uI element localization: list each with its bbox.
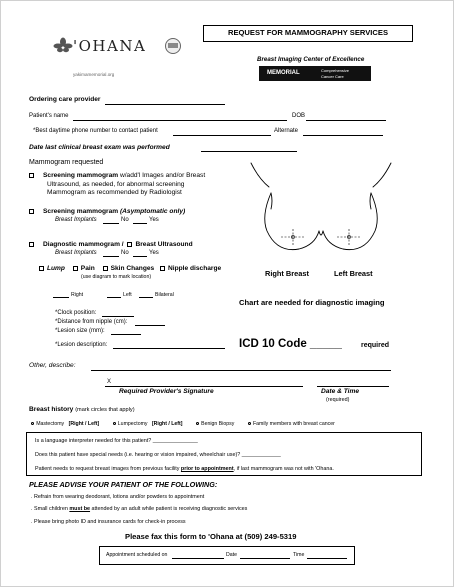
breast-diagram[interactable] bbox=[241, 161, 401, 269]
flower-logo-icon bbox=[53, 37, 73, 53]
request-bold: prior to appointment bbox=[180, 466, 234, 472]
right-blank[interactable] bbox=[53, 297, 69, 298]
patient-needs-box bbox=[26, 432, 422, 476]
fax-instruction: Please fax this form to 'Ohana at (509) 249-5319 bbox=[125, 532, 297, 541]
pain-checkbox[interactable] bbox=[73, 266, 78, 271]
prior-images-note bbox=[35, 466, 334, 472]
screening-addl-line3: Mammogram as recommended by Radiologist bbox=[47, 189, 182, 196]
screening-option[interactable] bbox=[29, 208, 185, 215]
lumpectomy-side: [Right / Left] bbox=[151, 421, 183, 427]
advise-title: PLEASE ADVISE YOUR PATIENT OF THE FOLLOWING: bbox=[29, 480, 218, 489]
last-exam-field[interactable] bbox=[201, 151, 297, 152]
mastectomy-side: [Right / Left] bbox=[68, 421, 100, 427]
request-pre: Patient needs to request breast images from previous facility bbox=[35, 466, 181, 472]
history-note: (mark circles that apply) bbox=[75, 407, 135, 413]
mammo-section-title: Mammogram requested bbox=[29, 159, 104, 166]
bilateral-label: Bilateral bbox=[155, 292, 174, 298]
memorial-sub2: Cancer Care bbox=[321, 74, 344, 79]
skin-label: Skin Changes bbox=[110, 265, 155, 272]
lumpectomy-circle[interactable] bbox=[113, 422, 116, 425]
other-field[interactable] bbox=[91, 370, 391, 371]
family-circle[interactable] bbox=[248, 422, 251, 425]
history-heading bbox=[29, 406, 135, 413]
left-blank[interactable] bbox=[107, 297, 121, 298]
appointment-date-field[interactable] bbox=[240, 558, 290, 559]
implants1-yes-blank[interactable] bbox=[133, 223, 147, 224]
left-breast-label: Left Breast bbox=[334, 269, 373, 278]
bilateral-blank[interactable] bbox=[139, 297, 153, 298]
right-breast-label: Right Breast bbox=[265, 269, 309, 278]
special-needs-question[interactable]: Does this patient have special needs (i.e. hearing or vision impaired, wheelchair use)? _____________ bbox=[35, 452, 281, 458]
interpreter-question[interactable]: Is a language interpreter needed for this patient? _______________ bbox=[35, 438, 198, 444]
symptoms-row bbox=[39, 265, 221, 272]
diagnostic-option[interactable] bbox=[29, 241, 193, 248]
lesion-size-field[interactable] bbox=[111, 334, 141, 335]
lesion-desc-field[interactable] bbox=[113, 348, 225, 349]
nipple-label: Nipple discharge bbox=[168, 265, 222, 272]
diagnostic-label: Diagnostic mammogram / bbox=[43, 241, 124, 248]
left-shoulder-line bbox=[251, 163, 269, 187]
implants2-yes: Yes bbox=[149, 250, 159, 256]
appointment-date-label: Date bbox=[226, 552, 237, 558]
distance-field[interactable] bbox=[135, 325, 165, 326]
right-breast-outline bbox=[265, 193, 319, 250]
implants2-label: Breast Implants bbox=[55, 250, 97, 256]
lump-checkbox[interactable] bbox=[39, 266, 44, 271]
lumpectomy-label: Lumpectomy bbox=[117, 421, 148, 427]
logo-text: 'OHANA bbox=[73, 37, 147, 55]
request-post: , if last mammogram was not with 'Ohana. bbox=[233, 466, 334, 472]
implants1-label: Breast Implants bbox=[55, 217, 97, 223]
implants1-no: No bbox=[121, 217, 129, 223]
item2-post: attended by an adult while patient is receiving diagnostic services bbox=[90, 506, 248, 512]
clock-field[interactable] bbox=[102, 316, 134, 317]
item2-bold: must be bbox=[69, 506, 91, 512]
screening-note: (Asymptomatic only) bbox=[119, 208, 186, 215]
implants2-no-blank[interactable] bbox=[103, 256, 119, 257]
lesion-size-label: *Lesion size (mm): bbox=[55, 328, 105, 334]
ordering-provider-field[interactable] bbox=[105, 104, 225, 105]
skin-note: (use diagram to mark location) bbox=[81, 274, 152, 280]
advise-item-3: . Please bring photo ID and insurance cards for check-in process bbox=[31, 519, 186, 525]
appointment-box bbox=[99, 546, 355, 565]
alternate-field[interactable] bbox=[303, 135, 383, 136]
right-underarm bbox=[271, 193, 272, 209]
screening-checkbox[interactable] bbox=[29, 209, 34, 214]
implants1-no-blank[interactable] bbox=[103, 223, 119, 224]
memorial-banner bbox=[259, 66, 371, 81]
right-shoulder-line bbox=[373, 163, 391, 187]
biopsy-label: Benign Biopsy bbox=[201, 421, 235, 427]
memorial-sub1: Comprehensive bbox=[321, 68, 350, 73]
left-underarm bbox=[370, 193, 371, 209]
lump-label: Lump bbox=[47, 265, 65, 272]
nipple-checkbox[interactable] bbox=[160, 266, 165, 271]
patient-name-label: Patient's name bbox=[29, 113, 69, 119]
alternate-label: Alternate bbox=[274, 128, 299, 134]
mastectomy-label: Mastectomy bbox=[36, 421, 65, 427]
history-options bbox=[31, 421, 335, 427]
implants1-yes: Yes bbox=[149, 217, 159, 223]
form-title: REQUEST FOR MAMMOGRAPHY SERVICES bbox=[203, 25, 413, 42]
signature-field[interactable] bbox=[105, 386, 303, 387]
other-label: Other, describe: bbox=[29, 362, 76, 369]
history-title: Breast history bbox=[29, 406, 74, 413]
pain-label: Pain bbox=[80, 265, 95, 272]
chart-needed-text: Chart are needed for diagnostic imaging bbox=[239, 298, 385, 307]
left-breast-outline bbox=[323, 193, 377, 250]
patient-name-field[interactable] bbox=[73, 120, 287, 121]
phone-label: *Best daytime phone number to contact patient bbox=[33, 128, 158, 134]
ultrasound-label: Breast Ultrasound bbox=[135, 241, 193, 248]
screening-addl-checkbox[interactable] bbox=[29, 173, 34, 178]
skin-checkbox[interactable] bbox=[103, 266, 108, 271]
date-time-label: Date & Time bbox=[321, 388, 359, 395]
distance-label: *Distance from nipple (cm): bbox=[55, 319, 128, 325]
center-name: Breast Imaging Center of Excellence bbox=[257, 56, 365, 63]
screening-addl-line2: Ultrasound, as needed, for abnormal screening bbox=[47, 181, 185, 188]
dob-field[interactable] bbox=[306, 120, 386, 121]
screening-addl-option[interactable] bbox=[29, 172, 205, 179]
advise-item-1: . Refrain from wearing deodorant, lotions and/or powders to appointment bbox=[31, 494, 205, 500]
ultrasound-checkbox[interactable] bbox=[127, 242, 132, 247]
appointment-time-label: Time bbox=[293, 552, 305, 558]
phone-field[interactable] bbox=[173, 135, 271, 136]
last-exam-label: Date last clinical breast exam was performed bbox=[29, 144, 170, 151]
advise-item-2 bbox=[31, 506, 247, 512]
date-time-field[interactable] bbox=[317, 386, 389, 387]
screening-addl-rest: w/add'l Images and/or Breast bbox=[118, 172, 206, 179]
clock-label: *Clock position: bbox=[55, 310, 97, 316]
appointment-scheduled-label: Appointment scheduled on bbox=[106, 552, 168, 558]
screening-addl-label: Screening mammogram bbox=[43, 172, 119, 179]
diagnostic-checkbox[interactable] bbox=[29, 242, 34, 247]
website-text: yakimamemorial.org bbox=[73, 72, 115, 77]
implants2-no: No bbox=[121, 250, 129, 256]
acr-seal bbox=[165, 38, 181, 54]
lesion-desc-label: *Lesion description: bbox=[55, 342, 108, 348]
memorial-label: MEMORIAL bbox=[267, 70, 300, 76]
appointment-scheduled-field[interactable] bbox=[172, 558, 224, 559]
torso-center bbox=[319, 231, 323, 235]
mastectomy-circle[interactable] bbox=[31, 422, 34, 425]
implants2-yes-blank[interactable] bbox=[133, 256, 147, 257]
icd-required: required bbox=[361, 342, 390, 349]
biopsy-circle[interactable] bbox=[196, 422, 199, 425]
appointment-time-field[interactable] bbox=[307, 558, 347, 559]
family-label: Family members with breast cancer bbox=[252, 421, 335, 427]
item2-pre: . Small children bbox=[31, 506, 70, 512]
ordering-provider-label: Ordering care provider bbox=[29, 96, 101, 103]
date-time-required: (required) bbox=[326, 397, 350, 403]
left-side-label: Left bbox=[123, 292, 132, 298]
icd-code[interactable]: ICD 10 Code _____ bbox=[239, 338, 342, 350]
dob-label: DOB bbox=[292, 113, 306, 119]
screening-label: Screening mammogram bbox=[43, 208, 119, 215]
right-side-label: Right bbox=[71, 292, 84, 298]
provider-signature-label: Required Provider's Signature bbox=[119, 388, 214, 395]
signature-x: X bbox=[107, 379, 112, 385]
